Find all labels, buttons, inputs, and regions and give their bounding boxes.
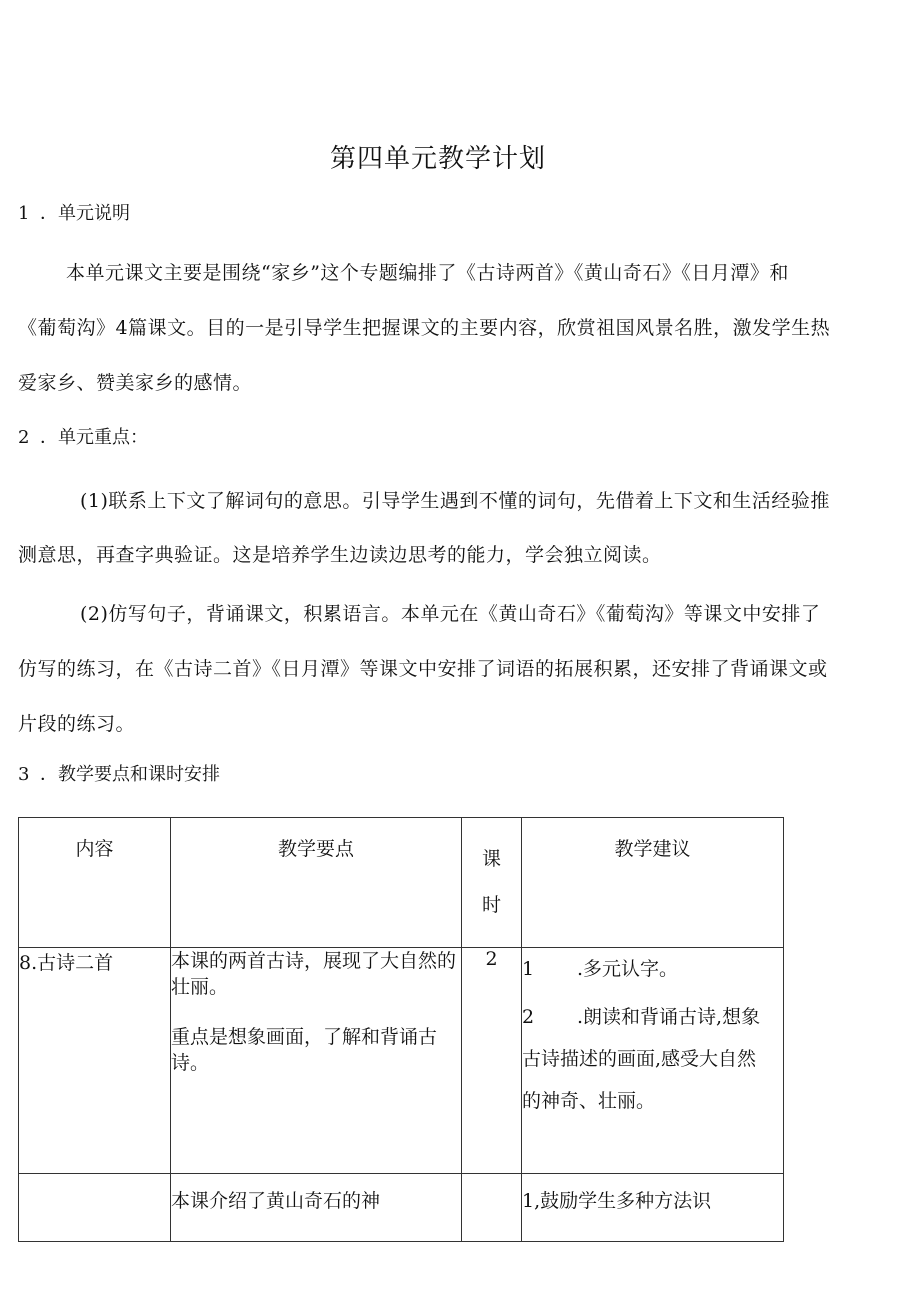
section-1-paragraph: [18, 254, 830, 402]
paragraph-line: 仿写的练习，在《古诗二首》《日月潭》等课文中安排了词语的拓展积累，还安排了背诵课文或: [18, 658, 828, 680]
suggestion-text: .多元认字。: [577, 958, 679, 980]
paragraph-line: (2)仿写句子，背诵课文，积累语言。本单元在《黄山奇石》《葡萄沟》等课文中安排了: [80, 603, 821, 625]
header-hours: [462, 818, 522, 948]
section-3-title: ．教学要点和课时安排: [40, 764, 220, 785]
section-3-heading: [18, 763, 220, 787]
lesson-plan-table: [18, 817, 784, 1242]
section-2-number: 2: [18, 427, 30, 448]
suggestion-text-continued: 的神奇、壮丽。: [522, 1090, 656, 1112]
row-hours: [462, 1174, 522, 1242]
section-1-heading: [18, 202, 130, 226]
row-content: 8.古诗二首: [19, 948, 171, 1174]
row-teaching-points: 本课介绍了黄山奇石的神: [171, 1174, 462, 1242]
suggestion-number: 2: [522, 1006, 535, 1028]
section-2-heading: [18, 426, 148, 450]
table-header-row: [19, 818, 784, 948]
section-3-number: 3: [18, 764, 30, 785]
suggestion-number: 1: [522, 958, 535, 980]
header-suggestions: 教学建议: [522, 818, 784, 948]
paragraph-line: (1)联系上下文了解词句的意思。引导学生遇到不懂的词句，先借着上下文和生活经验推: [80, 490, 830, 512]
row-suggestions: [522, 948, 784, 1174]
section-2-point-1: [18, 482, 830, 574]
paragraph-line: 本单元课文主要是围绕“家乡”这个专题编排了《古诗两首》《黄山奇石》《日月潭》和: [66, 262, 789, 284]
paragraph-line: 片段的练习。: [18, 713, 136, 735]
section-2-point-2: [18, 595, 828, 743]
table-row: [19, 948, 784, 1174]
row-content: [19, 1174, 171, 1242]
paragraph-line: 测意思，再查字典验证。这是培养学生边读边思考的能力，学会独立阅读。: [18, 544, 662, 566]
suggestion-item: [522, 948, 783, 990]
paragraph-line: 《葡萄沟》4篇课文。目的一是引导学生把握课文的主要内容，欣赏祖国风景名胜，激发学生热: [18, 317, 831, 339]
header-content: 内容: [19, 818, 171, 948]
teaching-point-text: 重点是想象画面，了解和背诵古诗。: [171, 1026, 438, 1074]
page-title: 第四单元教学计划: [329, 144, 546, 174]
suggestion-item: [522, 996, 783, 1038]
suggestion-text-continued: 古诗描述的画面,感受大自然: [522, 1048, 757, 1070]
section-1-number: 1: [18, 203, 30, 224]
table-row: [19, 1174, 784, 1242]
row-suggestions: 1,鼓励学生多种方法识: [522, 1174, 784, 1242]
header-teaching-points: 教学要点: [171, 818, 462, 948]
suggestion-text: .朗读和背诵古诗,想象: [577, 1006, 761, 1028]
row-teaching-points: [171, 948, 462, 1174]
section-1-title: ．单元说明: [40, 203, 130, 224]
teaching-point-text: 本课的两首古诗，展现了大自然的壮丽。: [171, 950, 457, 998]
header-hours-line1: 课: [481, 848, 501, 870]
header-hours-line2: 时: [481, 894, 501, 916]
row-hours: 2: [462, 948, 522, 1174]
paragraph-line: 爱家乡、赞美家乡的感情。: [18, 372, 253, 394]
section-2-title: ．单元重点：: [40, 427, 148, 448]
